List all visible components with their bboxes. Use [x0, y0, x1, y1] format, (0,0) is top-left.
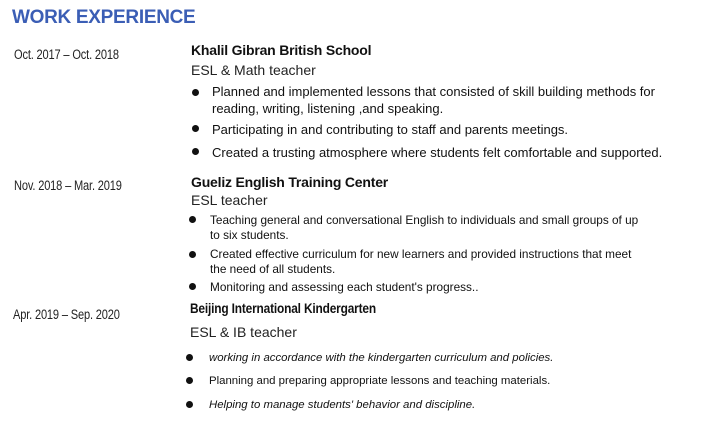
job-bullet-text: Monitoring and assessing each student's progress..: [210, 280, 479, 294]
job-role: ESL teacher: [191, 192, 268, 208]
job-organization: Beijing International Kindergarten: [190, 300, 376, 316]
bullet-icon: [189, 216, 196, 223]
bullet-icon: [186, 377, 193, 384]
job-bullet-text: Created effective curriculum for new learners and provided instructions that meet: [210, 247, 632, 261]
bullet-icon: [186, 354, 193, 361]
bullet-icon: [192, 148, 199, 155]
job-bullet-text: Created a trusting atmosphere where students felt comfortable and supported.: [212, 145, 663, 160]
bullet-icon: [186, 401, 193, 408]
job-bullet-text: Participating in and contributing to staff and parents meetings.: [212, 122, 569, 137]
bullet-icon: [192, 89, 199, 96]
job-bullet-text: Planning and preparing appropriate lessons and teaching materials.: [209, 375, 551, 387]
job-role: ESL & Math teacher: [191, 62, 316, 78]
bullet-icon: [189, 251, 196, 258]
job-bullet-text: the need of all students.: [210, 262, 336, 276]
job-bullet-text: to six students.: [210, 228, 289, 242]
job-bullet-text: Teaching general and conversational English to individuals and small groups of up: [210, 213, 639, 227]
job-organization: Gueliz English Training Center: [191, 174, 389, 190]
job-bullet-text: reading, writing, listening ,and speaking.: [212, 101, 444, 116]
section-title: WORK EXPERIENCE: [12, 7, 196, 28]
job-bullet-text: Planned and implemented lessons that consisted of skill building methods for: [212, 84, 655, 99]
job-bullet-text: working in accordance with the kindergarten curriculum and policies.: [209, 352, 554, 364]
bullet-icon: [189, 283, 196, 290]
job-role: ESL & IB teacher: [190, 324, 297, 340]
job-organization: Khalil Gibran British School: [191, 42, 372, 58]
bullet-icon: [192, 125, 199, 132]
job-dates: Nov. 2018 – Mar. 2019: [14, 178, 122, 193]
job-dates: Apr. 2019 – Sep. 2020: [13, 307, 120, 322]
job-bullet-text: Helping to manage students' behavior and discipline.: [209, 399, 476, 411]
job-dates: Oct. 2017 – Oct. 2018: [14, 47, 119, 62]
